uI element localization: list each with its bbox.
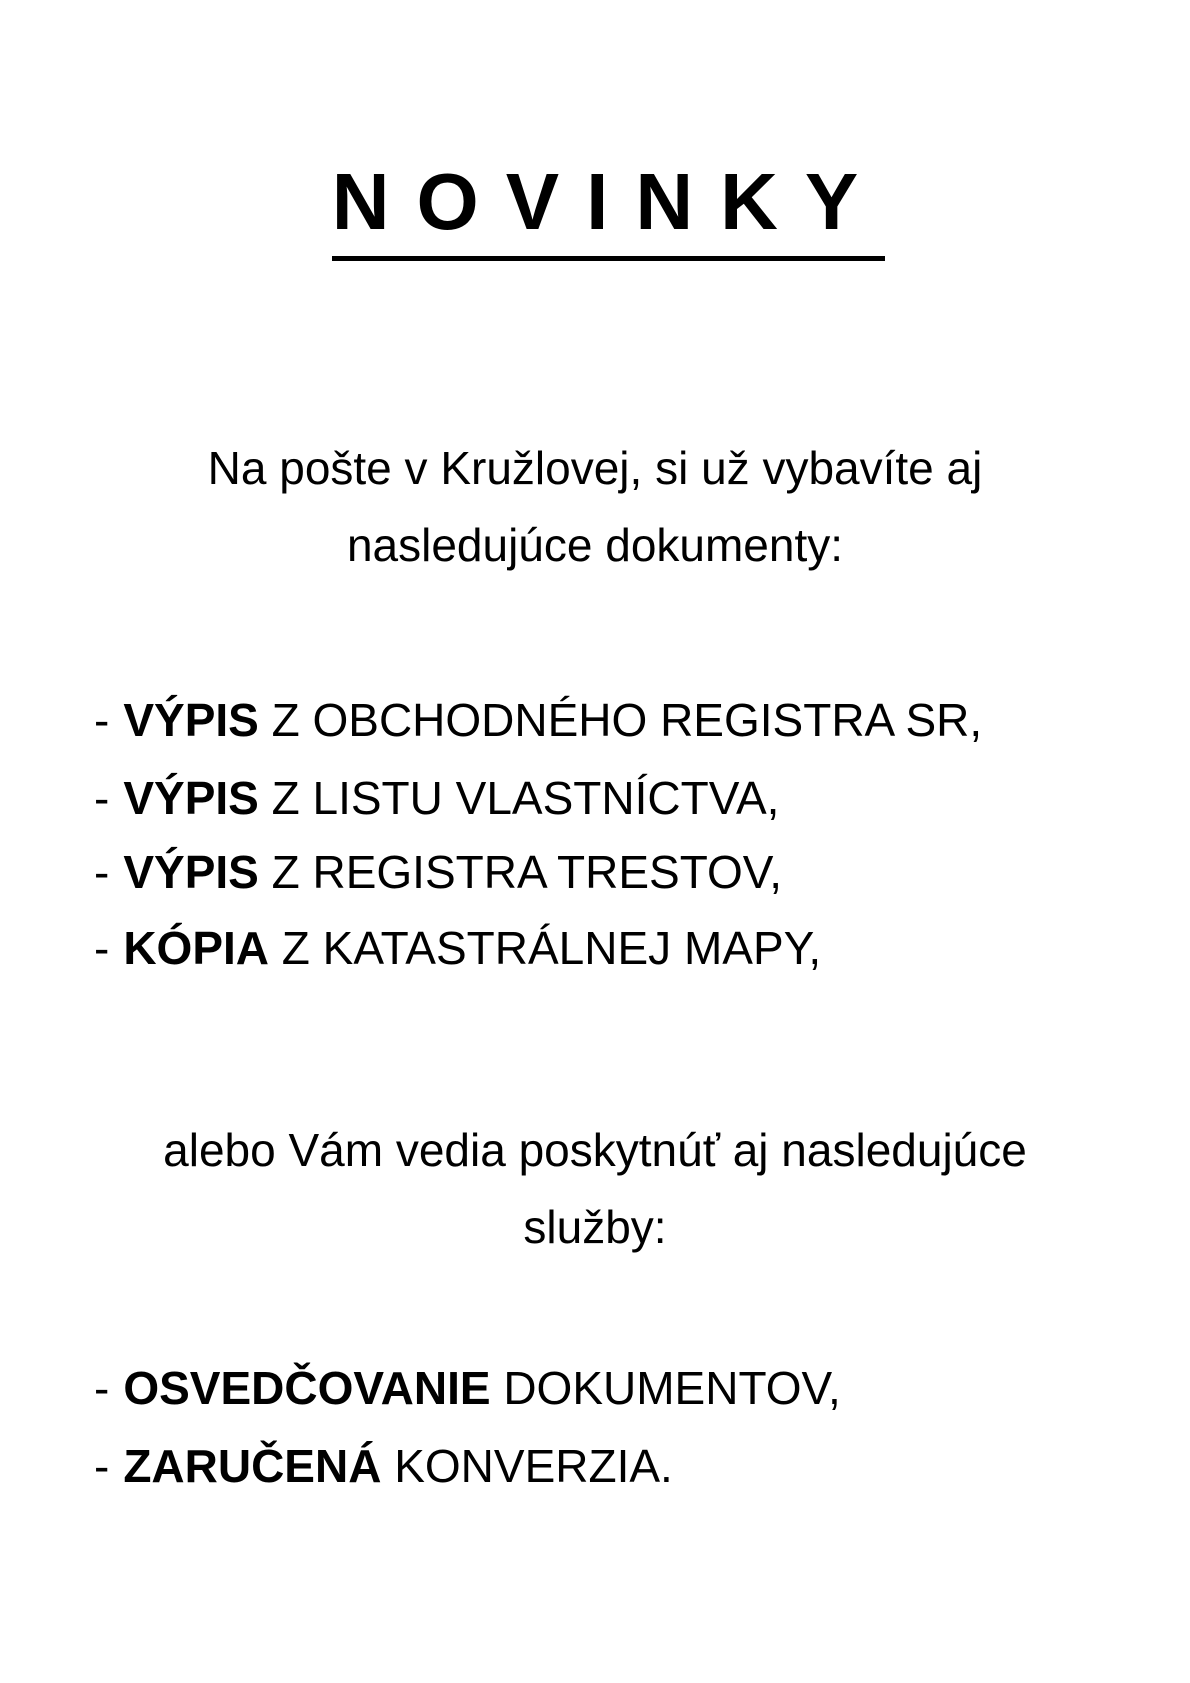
list-dash: - <box>94 846 110 898</box>
item-text: Z KATASTRÁLNEJ MAPY, <box>281 922 822 974</box>
item-text: KONVERZIA. <box>394 1440 673 1492</box>
intro-line-1: Na pošte v Kružlovej, si už vybavíte aj <box>207 442 983 494</box>
intro-line-2: nasledujúce dokumenty: <box>346 519 844 571</box>
page-title <box>0 152 1190 261</box>
item-keyword: VÝPIS <box>123 772 259 824</box>
item-text: Z REGISTRA TRESTOV, <box>271 846 783 898</box>
list-dash: - <box>94 1440 110 1492</box>
item-text: Z OBCHODNÉHO REGISTRA SR, <box>271 694 983 746</box>
list-dash: - <box>94 1362 110 1414</box>
item-keyword: KÓPIA <box>123 922 270 974</box>
service-list-item <box>94 1436 673 1496</box>
item-keyword: VÝPIS <box>123 846 259 898</box>
document-list-item <box>94 918 821 978</box>
list-dash: - <box>94 772 110 824</box>
services-intro-line-1: alebo Vám vedia poskytnúť aj nasledujúce <box>163 1124 1027 1176</box>
item-text: Z LISTU VLASTNÍCTVA, <box>271 772 780 824</box>
list-dash: - <box>94 922 110 974</box>
service-list-item <box>94 1358 841 1418</box>
page-title-text: NOVINKY <box>332 152 886 261</box>
item-keyword: ZARUČENÁ <box>123 1440 382 1492</box>
list-dash: - <box>94 694 110 746</box>
document-list-item <box>94 690 982 750</box>
document-list-item <box>94 842 782 902</box>
document-list-item <box>94 768 779 828</box>
services-intro-line-2: služby: <box>523 1201 667 1253</box>
intro-paragraph <box>0 430 1190 584</box>
item-text: DOKUMENTOV, <box>503 1362 841 1414</box>
item-keyword: VÝPIS <box>123 694 259 746</box>
item-keyword: OSVEDČOVANIE <box>123 1362 491 1414</box>
services-intro-paragraph <box>0 1112 1190 1266</box>
